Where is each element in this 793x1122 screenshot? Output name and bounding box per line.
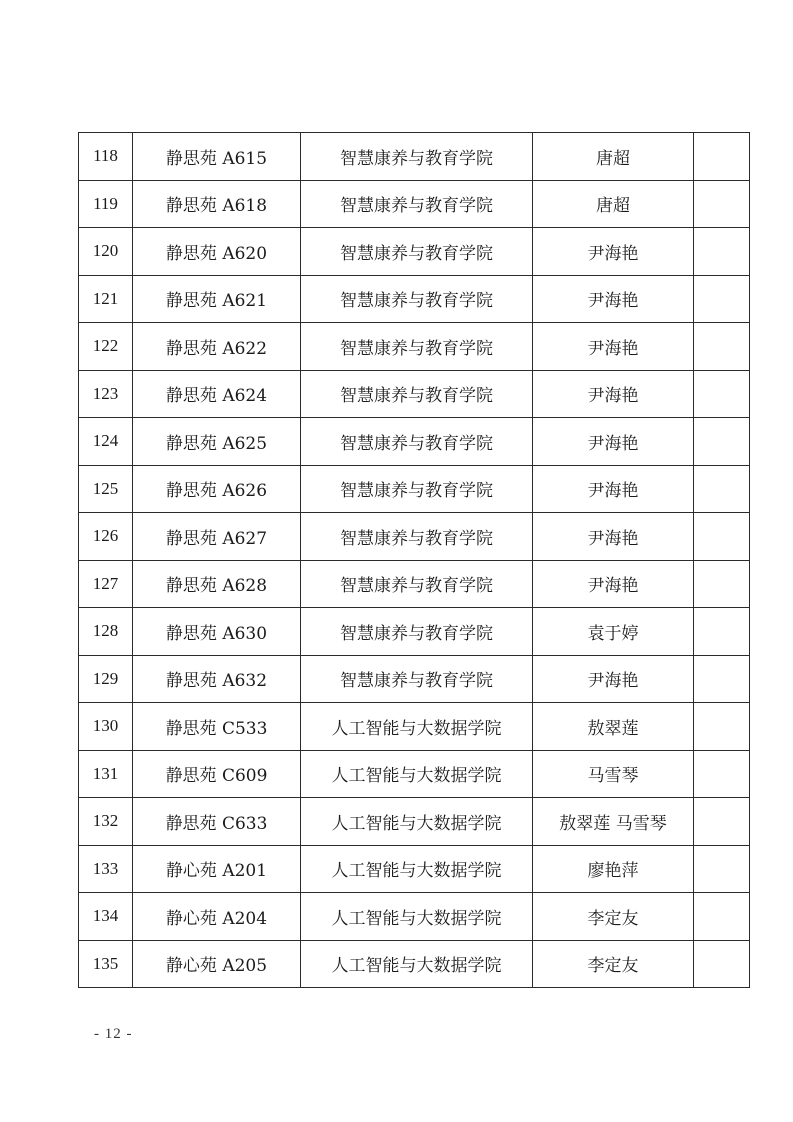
responsible-person-cell: 尹海艳 <box>533 275 694 323</box>
row-number-cell: 134 <box>79 893 133 941</box>
table-row <box>79 228 750 276</box>
responsible-person-cell: 尹海艳 <box>533 560 694 608</box>
remarks-cell <box>694 370 750 418</box>
table-row <box>79 608 750 656</box>
room-cell: 静思苑 A626 <box>133 465 301 513</box>
row-number-cell: 119 <box>79 180 133 228</box>
remarks-cell <box>694 655 750 703</box>
row-number-cell: 122 <box>79 323 133 371</box>
table-row <box>79 560 750 608</box>
room-cell: 静思苑 C633 <box>133 798 301 846</box>
room-cell: 静思苑 A628 <box>133 560 301 608</box>
room-cell: 静心苑 A204 <box>133 893 301 941</box>
room-cell: 静思苑 A624 <box>133 370 301 418</box>
row-number-cell: 124 <box>79 418 133 466</box>
row-number-cell: 131 <box>79 750 133 798</box>
room-cell: 静心苑 A201 <box>133 845 301 893</box>
room-cell: 静思苑 A630 <box>133 608 301 656</box>
responsible-person-cell: 李定友 <box>533 940 694 988</box>
remarks-cell <box>694 465 750 513</box>
responsible-person-cell: 尹海艳 <box>533 465 694 513</box>
college-cell: 智慧康养与教育学院 <box>301 275 533 323</box>
responsible-person-cell: 尹海艳 <box>533 513 694 561</box>
responsible-person-cell: 李定友 <box>533 893 694 941</box>
college-cell: 智慧康养与教育学院 <box>301 180 533 228</box>
table-row <box>79 370 750 418</box>
college-cell: 智慧康养与教育学院 <box>301 133 533 181</box>
row-number-cell: 130 <box>79 703 133 751</box>
college-cell: 智慧康养与教育学院 <box>301 323 533 371</box>
table-row <box>79 798 750 846</box>
table-row <box>79 180 750 228</box>
college-cell: 智慧康养与教育学院 <box>301 513 533 561</box>
responsible-person-cell: 唐超 <box>533 133 694 181</box>
college-cell: 人工智能与大数据学院 <box>301 940 533 988</box>
row-number-cell: 118 <box>79 133 133 181</box>
roster-table <box>78 132 750 988</box>
room-cell: 静思苑 A625 <box>133 418 301 466</box>
row-number-cell: 128 <box>79 608 133 656</box>
row-number-cell: 133 <box>79 845 133 893</box>
remarks-cell <box>694 893 750 941</box>
room-cell: 静思苑 A620 <box>133 228 301 276</box>
table-row <box>79 655 750 703</box>
row-number-cell: 121 <box>79 275 133 323</box>
row-number-cell: 125 <box>79 465 133 513</box>
college-cell: 智慧康养与教育学院 <box>301 560 533 608</box>
row-number-cell: 132 <box>79 798 133 846</box>
room-cell: 静思苑 A618 <box>133 180 301 228</box>
responsible-person-cell: 廖艳萍 <box>533 845 694 893</box>
remarks-cell <box>694 608 750 656</box>
table-row <box>79 845 750 893</box>
responsible-person-cell: 尹海艳 <box>533 323 694 371</box>
college-cell: 人工智能与大数据学院 <box>301 703 533 751</box>
remarks-cell <box>694 703 750 751</box>
table-row <box>79 703 750 751</box>
remarks-cell <box>694 418 750 466</box>
room-cell: 静思苑 A627 <box>133 513 301 561</box>
row-number-cell: 120 <box>79 228 133 276</box>
responsible-person-cell: 袁于婷 <box>533 608 694 656</box>
remarks-cell <box>694 228 750 276</box>
table-row <box>79 893 750 941</box>
responsible-person-cell: 唐超 <box>533 180 694 228</box>
room-cell: 静思苑 C533 <box>133 703 301 751</box>
remarks-cell <box>694 845 750 893</box>
room-cell: 静思苑 A632 <box>133 655 301 703</box>
responsible-person-cell: 敖翠莲 <box>533 703 694 751</box>
college-cell: 智慧康养与教育学院 <box>301 608 533 656</box>
college-cell: 智慧康养与教育学院 <box>301 418 533 466</box>
row-number-cell: 135 <box>79 940 133 988</box>
page-number: - 12 - <box>94 1026 133 1042</box>
room-cell: 静思苑 A621 <box>133 275 301 323</box>
responsible-person-cell: 尹海艳 <box>533 418 694 466</box>
table-row <box>79 418 750 466</box>
college-cell: 人工智能与大数据学院 <box>301 750 533 798</box>
table-row <box>79 275 750 323</box>
table-row <box>79 323 750 371</box>
college-cell: 智慧康养与教育学院 <box>301 228 533 276</box>
remarks-cell <box>694 513 750 561</box>
college-cell: 人工智能与大数据学院 <box>301 798 533 846</box>
roster-table-body <box>79 133 750 988</box>
remarks-cell <box>694 323 750 371</box>
room-cell: 静思苑 A615 <box>133 133 301 181</box>
row-number-cell: 126 <box>79 513 133 561</box>
responsible-person-cell: 尹海艳 <box>533 655 694 703</box>
college-cell: 人工智能与大数据学院 <box>301 893 533 941</box>
remarks-cell <box>694 133 750 181</box>
table-row <box>79 133 750 181</box>
remarks-cell <box>694 275 750 323</box>
remarks-cell <box>694 940 750 988</box>
remarks-cell <box>694 560 750 608</box>
table-row <box>79 513 750 561</box>
table-row <box>79 750 750 798</box>
room-cell: 静思苑 A622 <box>133 323 301 371</box>
remarks-cell <box>694 798 750 846</box>
responsible-person-cell: 尹海艳 <box>533 370 694 418</box>
college-cell: 智慧康养与教育学院 <box>301 655 533 703</box>
row-number-cell: 123 <box>79 370 133 418</box>
row-number-cell: 127 <box>79 560 133 608</box>
responsible-person-cell: 马雪琴 <box>533 750 694 798</box>
responsible-person-cell: 敖翠莲 马雪琴 <box>533 798 694 846</box>
table-row <box>79 940 750 988</box>
college-cell: 智慧康养与教育学院 <box>301 370 533 418</box>
remarks-cell <box>694 180 750 228</box>
remarks-cell <box>694 750 750 798</box>
room-cell: 静思苑 C609 <box>133 750 301 798</box>
college-cell: 人工智能与大数据学院 <box>301 845 533 893</box>
college-cell: 智慧康养与教育学院 <box>301 465 533 513</box>
row-number-cell: 129 <box>79 655 133 703</box>
room-cell: 静心苑 A205 <box>133 940 301 988</box>
responsible-person-cell: 尹海艳 <box>533 228 694 276</box>
table-row <box>79 465 750 513</box>
